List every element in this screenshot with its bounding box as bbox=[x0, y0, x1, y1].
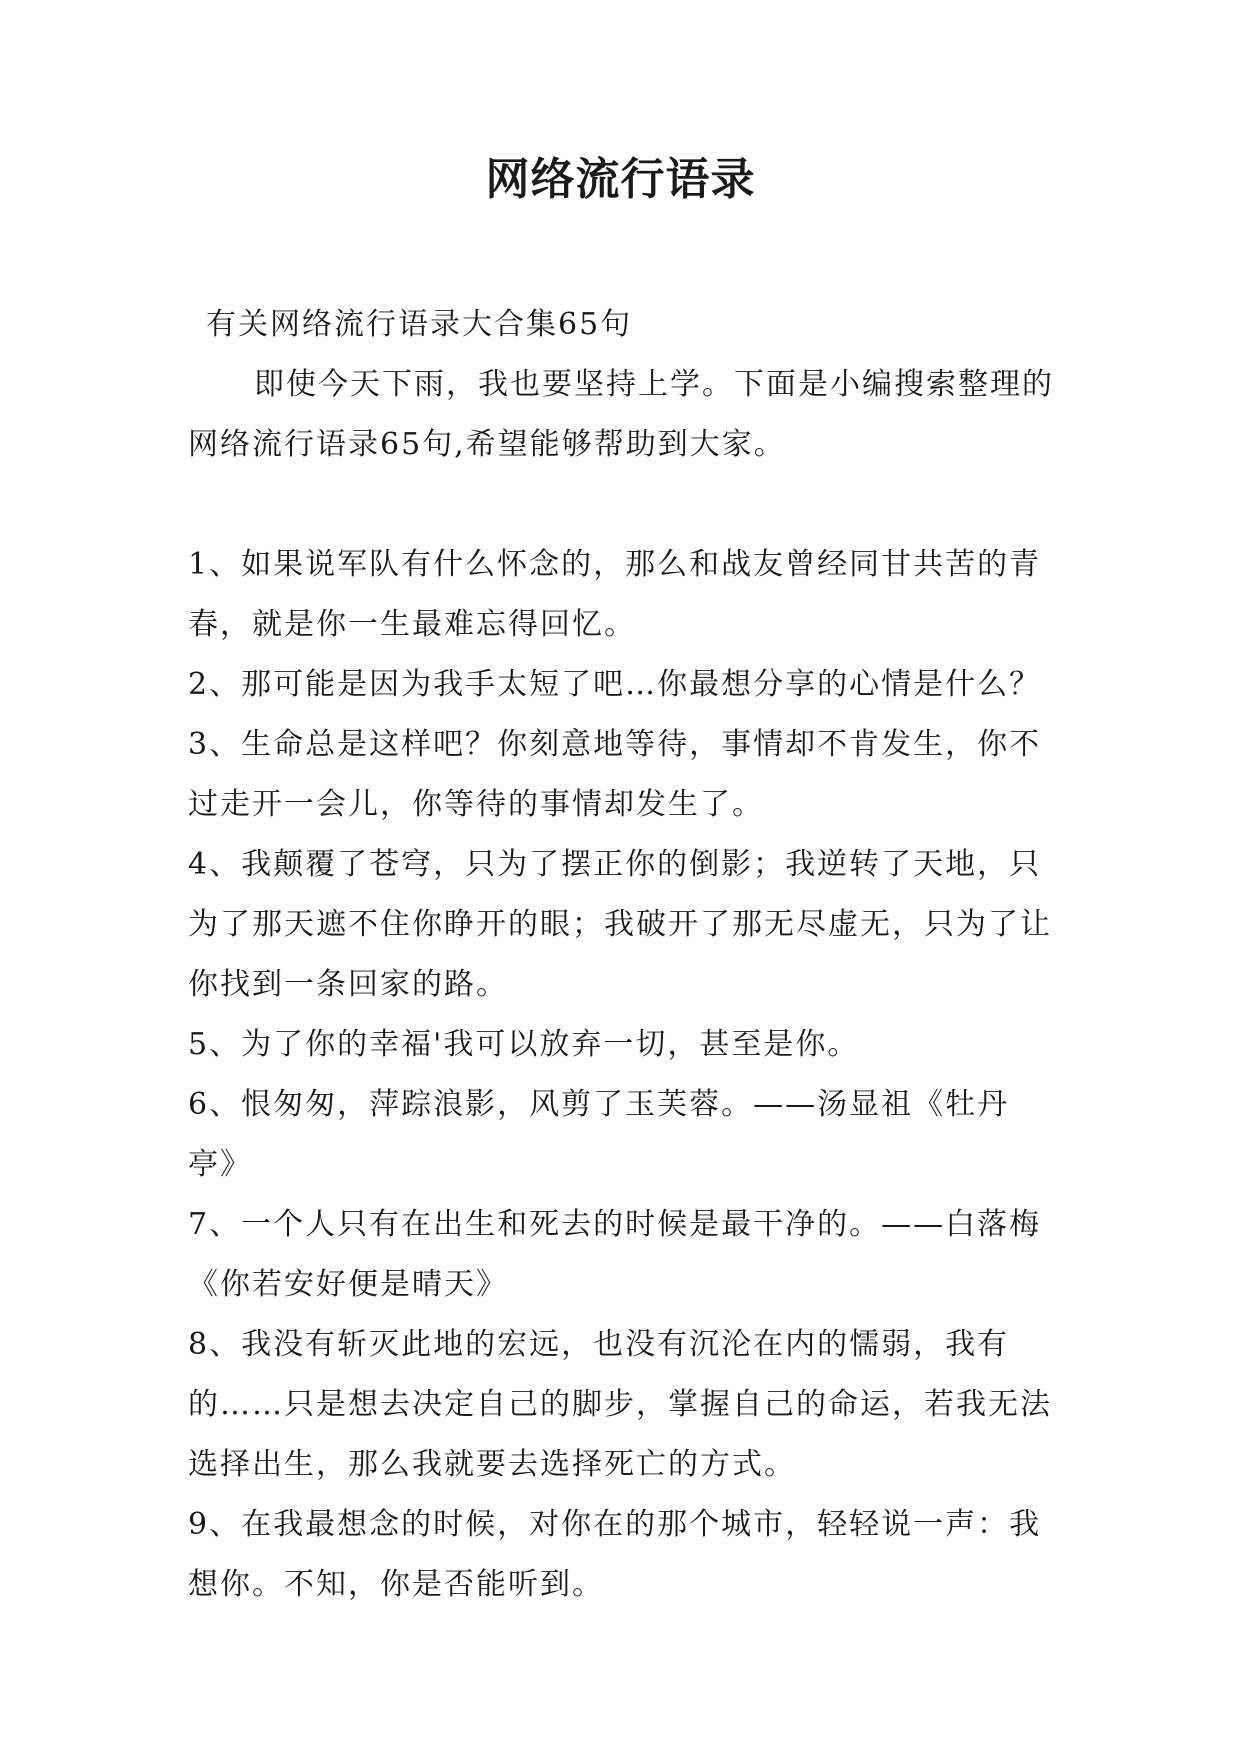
paragraph-gap bbox=[188, 475, 1058, 535]
quote-item: 2、那可能是因为我手太短了吧…你最想分享的心情是什么？ bbox=[188, 667, 1042, 702]
quote-item: 8、我没有斩灭此地的宏远，也没有沉沦在内的懦弱，我有的……只是想去决定自己的脚步，掌握自己的命运，若我无法选择出生，那么我就要去选择死亡的方式。 bbox=[188, 1327, 1052, 1482]
quote-item: 1、如果说军队有什么怀念的，那么和战友曾经同甘共苦的青春，就是你一生最难忘得回忆。 bbox=[188, 547, 1042, 642]
quote-item: 6、恨匆匆，萍踪浪影，风剪了玉芙蓉。——汤显祖《牡丹亭》 bbox=[188, 1087, 1010, 1182]
intro-paragraph: 即使今天下雨，我也要坚持上学。下面是小编搜索整理的网络流行语录65句,希望能够帮助到大家。 bbox=[188, 367, 1054, 462]
quote-item: 9、在我最想念的时候，对你在的那个城市，轻轻说一声：我想你。不知，你是否能听到。 bbox=[188, 1507, 1042, 1602]
document-subtitle: 有关网络流行语录大合集65句 bbox=[206, 307, 633, 342]
document-title: 网络流行语录 bbox=[485, 154, 756, 205]
quote-item: 5、为了你的幸福'我可以放弃一切，甚至是你。 bbox=[188, 1027, 860, 1062]
quote-item: 4、我颠覆了苍穹，只为了摆正你的倒影；我逆转了天地，只为了那天遮不住你睁开的眼；我破开了那无尽虚无，只为了让你找到一条回家的路。 bbox=[188, 847, 1052, 1002]
quote-item: 7、一个人只有在出生和死去的时候是最干净的。——白落梅《你若安好便是晴天》 bbox=[188, 1207, 1042, 1302]
document-body bbox=[188, 295, 1058, 1615]
quote-item: 3、生命总是这样吧？你刻意地等待，事情却不肯发生，你不过走开一会儿，你等待的事情却发生了。 bbox=[188, 727, 1042, 822]
